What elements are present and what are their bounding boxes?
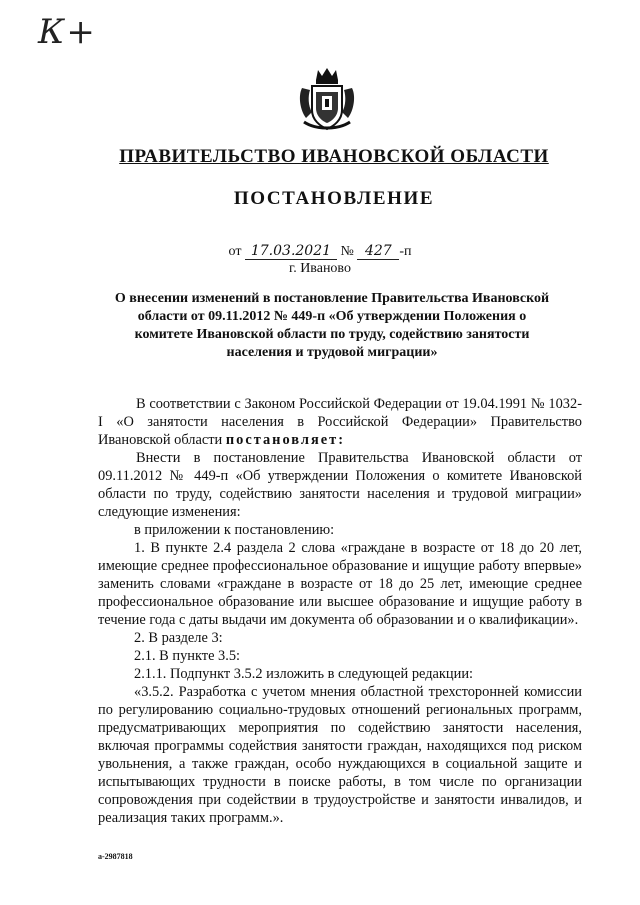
- preamble-text: В соответствии с Законом Российской Федерации от 19.04.1991 № 1032-I «О занятости населения в Российской Федерации» Правительство Ивановской области: [98, 396, 582, 448]
- handwritten-corner-note: К+: [38, 12, 97, 52]
- footer-code: a-2987818: [98, 852, 133, 861]
- date-value: 17.03.2021: [245, 243, 337, 260]
- number-label: №: [340, 244, 354, 259]
- paragraph-3: 1. В пункте 2.4 раздела 2 слова «граждане в возрасте от 18 до 20 лет, имеющие среднее профессиональное образование и ищущие работу впервые» заменить словами «граждане в возрасте от 18 до 25 лет, имеющие среднее профессиональное образование или высшее образование и ищущие работу в течение года с даты выдачи им документа об образовании и о квалификации».: [98, 540, 582, 628]
- date-number-line: [0, 243, 640, 260]
- preamble-paragraph: [98, 395, 582, 449]
- paragraph-2: в приложении к постановлению:: [134, 522, 335, 538]
- paragraph-6: 2.1.1. Подпункт 3.5.2 изложить в следующей редакции:: [134, 666, 474, 682]
- document-body: [98, 395, 582, 827]
- number-value: 427: [357, 243, 399, 260]
- date-prefix: от: [228, 244, 242, 259]
- paragraph-4: 2. В разделе 3:: [134, 630, 223, 646]
- paragraph-5: 2.1. В пункте 3.5:: [134, 648, 241, 664]
- organization-title: ПРАВИТЕЛЬСТВО ИВАНОВСКОЙ ОБЛАСТИ: [119, 146, 549, 167]
- paragraph-1: Внести в постановление Правительства Ивановской области от 09.11.2012 № 449-п «Об утверждении Положения о комитете Ивановской области по труду, содействию занятости населения и трудовой миграции» следующие изменения:: [98, 450, 582, 520]
- document-subject: О внесении изменений в постановление Правительства Ивановской области от 09.11.2012 № 449-п «Об утверждении Положения о комитете Ивановской области по труду, содействию занятости населения и трудовой миграции»: [114, 291, 550, 360]
- resolves-word: постановляет:: [225, 432, 345, 448]
- document-type: ПОСТАНОВЛЕНИЕ: [233, 188, 435, 209]
- paragraph-7: «3.5.2. Разработка с учетом мнения областной трехсторонней комиссии по регулированию социально-трудовых отношений региональных программ, предусматривающих мероприятия по содействию занятости населения, включая программы содействия занятости граждан, находящихся под риском увольнения, а также граждан, особо нуждающихся в социальной защите и испытывающих трудности в поиске работы, в том числе по организации сопровождения при содействии в трудоустройстве и занятости инвалидов, и реализация таких программ.».: [98, 684, 582, 826]
- city: г. Иваново: [289, 261, 351, 276]
- number-suffix: -п: [399, 244, 412, 259]
- coat-of-arms-icon: [296, 66, 358, 132]
